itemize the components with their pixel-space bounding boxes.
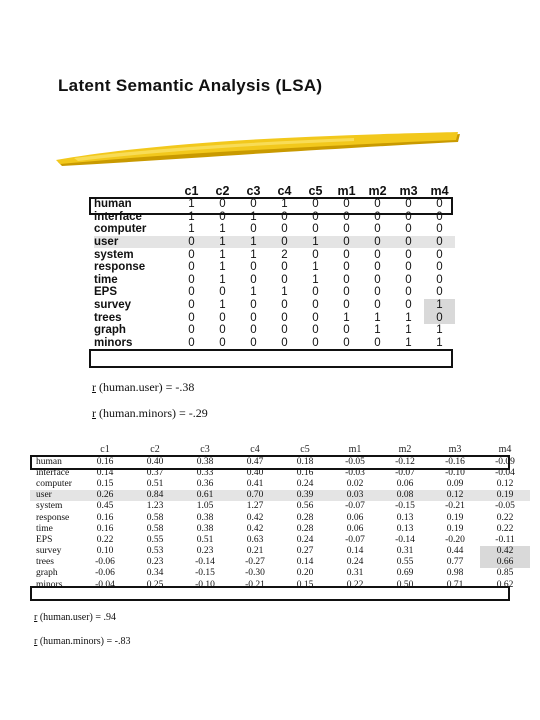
matrix-cell: 0 xyxy=(343,198,350,211)
matrix-cell: -0.16 xyxy=(445,456,465,467)
matrix-cell: -0.14 xyxy=(195,557,215,568)
row-term-label: system xyxy=(36,501,63,512)
row-term-label: minors xyxy=(36,579,63,590)
matrix-row-graph xyxy=(30,568,530,579)
matrix-cell: 0.41 xyxy=(246,478,264,489)
matrix-cell: 0.19 xyxy=(446,523,464,534)
matrix-cell: 1 xyxy=(405,324,412,337)
matrix-cell: 0.31 xyxy=(346,568,364,579)
page-title: Latent Semantic Analysis (LSA) xyxy=(58,76,323,95)
matrix-cell: 0.24 xyxy=(346,557,364,568)
matrix-cell: 0.77 xyxy=(446,557,464,568)
matrix-cell: 0 xyxy=(219,324,226,337)
matrix-cell: 1 xyxy=(281,198,288,211)
matrix-cell: 0 xyxy=(219,311,226,324)
matrix-cell: 0 xyxy=(188,248,195,261)
matrix-cell: 0 xyxy=(188,336,195,349)
matrix-cell: 0.24 xyxy=(296,478,314,489)
column-header: m1 xyxy=(348,444,362,455)
matrix-cell: 0 xyxy=(312,311,319,324)
matrix-cell: 0.55 xyxy=(396,557,414,568)
matrix-cell: 0 xyxy=(374,299,381,312)
matrix-cell: -0.21 xyxy=(445,501,465,512)
matrix-cell: 0.19 xyxy=(446,512,464,523)
row-term-label: computer xyxy=(36,478,72,489)
matrix-cell: 0 xyxy=(312,198,319,211)
matrix-cell: -0.10 xyxy=(195,579,215,590)
matrix-cell: 0.40 xyxy=(246,467,264,478)
matrix-cell: 0 xyxy=(343,324,350,337)
matrix-cell: 1 xyxy=(238,236,269,249)
matrix-cell: 0 xyxy=(219,336,226,349)
matrix-cell: 0 xyxy=(281,223,288,236)
matrix-cell: 0.63 xyxy=(246,534,264,545)
raw-correlation-human-user: r (human.user) = -.38 xyxy=(92,380,195,394)
matrix-cell: 0 xyxy=(436,210,443,223)
matrix-row-trees xyxy=(30,557,530,568)
column-header: c1 xyxy=(184,184,199,198)
matrix-cell: 1 xyxy=(188,223,195,236)
matrix-cell: 0 xyxy=(250,336,257,349)
matrix-cell: 1 xyxy=(312,261,319,274)
matrix-cell: 0.38 xyxy=(196,523,214,534)
matrix-cell: 1 xyxy=(374,324,381,337)
matrix-cell: 0 xyxy=(405,210,412,223)
matrix-cell: 0.36 xyxy=(196,478,214,489)
matrix-cell: 0 xyxy=(281,210,288,223)
matrix-cell: 0.66 xyxy=(480,557,530,568)
row-term-label: response xyxy=(94,261,146,274)
matrix-cell: 0.26 xyxy=(80,490,130,501)
matrix-cell: 0 xyxy=(374,248,381,261)
matrix-cell: 0.51 xyxy=(196,534,214,545)
matrix-cell: 0 xyxy=(188,299,195,312)
matrix-row-minors xyxy=(94,337,455,350)
matrix-cell: -0.10 xyxy=(445,467,465,478)
matrix-cell: 0 xyxy=(219,286,226,299)
matrix-cell: -0.04 xyxy=(95,579,115,590)
matrix-cell: -0.06 xyxy=(95,557,115,568)
matrix-cell: 0.23 xyxy=(196,546,214,557)
matrix-cell: 0 xyxy=(343,261,350,274)
column-header: c3 xyxy=(200,444,210,455)
matrix-row-eps xyxy=(94,286,455,299)
matrix-cell: 0 xyxy=(343,336,350,349)
matrix-cell: -0.05 xyxy=(495,501,515,512)
matrix-cell: 0 xyxy=(374,210,381,223)
matrix-cell: 0.15 xyxy=(296,579,314,590)
matrix-row-system xyxy=(30,501,530,512)
matrix-cell: -0.27 xyxy=(245,557,265,568)
matrix-cell: 0 xyxy=(281,324,288,337)
row-term-label: user xyxy=(30,490,80,501)
matrix-cell: 0 xyxy=(405,248,412,261)
row-term-label: user xyxy=(94,236,176,249)
matrix-cell: 0 xyxy=(188,324,195,337)
matrix-cell: 0.61 xyxy=(180,490,230,501)
highlighter-swoosh xyxy=(54,132,464,168)
matrix-cell: 1 xyxy=(250,248,257,261)
matrix-cell: 0.71 xyxy=(446,579,464,590)
matrix-cell: 0.85 xyxy=(496,568,514,579)
column-header: c4 xyxy=(277,184,292,198)
matrix-row-response xyxy=(94,261,455,274)
matrix-cell: 1 xyxy=(219,261,226,274)
column-header: m3 xyxy=(399,184,418,198)
column-header: c3 xyxy=(246,184,261,198)
matrix-cell: 0.69 xyxy=(396,568,414,579)
row-term-label: human xyxy=(94,198,132,211)
matrix-cell: 1.27 xyxy=(246,501,264,512)
matrix-cell: 0 xyxy=(343,248,350,261)
row-term-label: trees xyxy=(94,311,122,324)
matrix-cell: -0.30 xyxy=(245,568,265,579)
matrix-cell: 0.10 xyxy=(96,546,114,557)
matrix-cell: 0.33 xyxy=(196,467,214,478)
matrix-cell: 0 xyxy=(250,198,257,211)
matrix-cell: 0.47 xyxy=(246,456,264,467)
matrix-cell: -0.05 xyxy=(345,456,365,467)
matrix-cell: 0.15 xyxy=(96,478,114,489)
matrix-cell: 0 xyxy=(219,210,226,223)
matrix-cell: 0.38 xyxy=(196,512,214,523)
matrix-cell: 0 xyxy=(312,210,319,223)
matrix-cell: 0 xyxy=(424,311,455,324)
matrix-cell: 0.16 xyxy=(96,456,114,467)
matrix-row-eps xyxy=(30,534,530,545)
matrix-cell: -0.04 xyxy=(495,467,515,478)
matrix-row-survey xyxy=(30,546,530,557)
matrix-cell: 1 xyxy=(405,336,412,349)
matrix-cell: 1 xyxy=(374,311,381,324)
matrix-cell: 0.06 xyxy=(396,478,414,489)
row-term-label: human xyxy=(36,456,62,467)
term-document-matrix xyxy=(94,184,455,349)
matrix-cell: 1 xyxy=(250,210,257,223)
matrix-cell: 0.13 xyxy=(396,512,414,523)
matrix-cell: 0 xyxy=(374,261,381,274)
matrix-cell: 0 xyxy=(250,261,257,274)
matrix-cell: 0.28 xyxy=(296,512,314,523)
matrix-cell: 0 xyxy=(250,299,257,312)
matrix-cell: 0 xyxy=(250,273,257,286)
matrix-cell: 0 xyxy=(188,273,195,286)
matrix-cell: 0 xyxy=(405,286,412,299)
row-term-label: graph xyxy=(36,568,58,579)
row-term-label: computer xyxy=(94,223,147,236)
matrix-cell: 0.14 xyxy=(96,467,114,478)
matrix-cell: 1 xyxy=(219,273,226,286)
matrix-row-human xyxy=(30,456,530,467)
matrix-cell: 0.02 xyxy=(346,478,364,489)
matrix-cell: 0.19 xyxy=(480,490,530,501)
matrix-cell: 0.14 xyxy=(296,557,314,568)
matrix-cell: 0 xyxy=(436,223,443,236)
matrix-cell: 0 xyxy=(343,299,350,312)
matrix-cell: 0 xyxy=(343,210,350,223)
matrix-cell: 0.22 xyxy=(346,579,364,590)
matrix-cell: 1 xyxy=(343,311,350,324)
matrix-cell: 0.06 xyxy=(346,523,364,534)
matrix-cell: 0.55 xyxy=(146,534,164,545)
matrix-cell: 0 xyxy=(188,261,195,274)
row-term-label: time xyxy=(94,273,118,286)
matrix-cell: 0.98 xyxy=(446,568,464,579)
matrix-cell: 1 xyxy=(312,273,319,286)
matrix-cell: 0.22 xyxy=(96,534,114,545)
matrix-cell: 1 xyxy=(219,248,226,261)
matrix-cell: 0 xyxy=(436,286,443,299)
matrix-cell: -0.06 xyxy=(95,568,115,579)
row-term-label: EPS xyxy=(36,534,53,545)
matrix-cell: 0.42 xyxy=(246,512,264,523)
matrix-cell: 0 xyxy=(281,261,288,274)
matrix-cell: 0.08 xyxy=(380,490,430,501)
matrix-row-time xyxy=(94,274,455,287)
matrix-cell: 0.37 xyxy=(146,467,164,478)
lsa-correlation-human-user: r (human.user) = .94 xyxy=(34,612,117,623)
matrix-cell: 0 xyxy=(405,223,412,236)
matrix-cell: 0 xyxy=(312,299,319,312)
matrix-cell: -0.21 xyxy=(245,579,265,590)
matrix-cell: 0.24 xyxy=(296,534,314,545)
column-header: m4 xyxy=(498,444,512,455)
matrix-cell: -0.11 xyxy=(495,534,515,545)
matrix-row-computer xyxy=(94,223,455,236)
matrix-cell: 1 xyxy=(424,299,455,312)
matrix-cell: -0.14 xyxy=(395,534,415,545)
matrix-cell: -0.09 xyxy=(495,456,515,467)
column-header-row xyxy=(94,184,455,198)
column-header: m2 xyxy=(398,444,412,455)
matrix-cell: 1.05 xyxy=(196,501,214,512)
matrix-cell: 0 xyxy=(250,324,257,337)
matrix-cell: 0 xyxy=(188,286,195,299)
matrix-cell: 0 xyxy=(312,286,319,299)
column-header: m1 xyxy=(337,184,356,198)
matrix-cell: 0 xyxy=(343,286,350,299)
matrix-cell: 0 xyxy=(374,273,381,286)
matrix-cell: 0.42 xyxy=(480,546,530,557)
matrix-cell: 0.13 xyxy=(396,523,414,534)
column-header: m4 xyxy=(430,184,449,198)
matrix-cell: 0 xyxy=(281,299,288,312)
matrix-cell: 0 xyxy=(269,236,300,249)
matrix-cell: 0.16 xyxy=(296,467,314,478)
matrix-cell: 0 xyxy=(405,198,412,211)
matrix-cell: 0.22 xyxy=(496,523,514,534)
matrix-cell: 0 xyxy=(374,223,381,236)
matrix-cell: -0.12 xyxy=(395,456,415,467)
matrix-cell: 0.28 xyxy=(296,523,314,534)
matrix-cell: 0.20 xyxy=(296,568,314,579)
matrix-cell: 0 xyxy=(219,198,226,211)
header-corner xyxy=(94,184,176,198)
matrix-cell: 0 xyxy=(176,236,207,249)
matrix-cell: 0 xyxy=(281,311,288,324)
matrix-cell: -0.15 xyxy=(395,501,415,512)
matrix-cell: 0.18 xyxy=(296,456,314,467)
matrix-cell: 0 xyxy=(436,248,443,261)
matrix-cell: 0 xyxy=(312,223,319,236)
matrix-cell: 0.03 xyxy=(330,490,380,501)
column-header: m2 xyxy=(368,184,387,198)
matrix-row-response xyxy=(30,512,530,523)
matrix-cell: 0 xyxy=(312,336,319,349)
row-term-label: time xyxy=(36,523,53,534)
matrix-cell: 0 xyxy=(436,261,443,274)
matrix-cell: 0.22 xyxy=(496,512,514,523)
row-term-label: survey xyxy=(94,299,132,312)
matrix-row-interface xyxy=(30,467,530,478)
matrix-cell: 1 xyxy=(219,223,226,236)
matrix-cell: 0.25 xyxy=(146,579,164,590)
matrix-cell: 1 xyxy=(405,311,412,324)
matrix-cell: 0 xyxy=(250,311,257,324)
matrix-cell: 0 xyxy=(405,273,412,286)
matrix-cell: 0.70 xyxy=(230,490,280,501)
matrix-cell: 2 xyxy=(281,248,288,261)
row-term-label: graph xyxy=(94,324,126,337)
row-term-label: trees xyxy=(36,557,54,568)
matrix-row-user xyxy=(30,490,530,501)
matrix-cell: 0.50 xyxy=(396,579,414,590)
matrix-cell: 0 xyxy=(424,236,455,249)
matrix-cell: -0.07 xyxy=(345,534,365,545)
matrix-cell: 0.09 xyxy=(446,478,464,489)
matrix-cell: 1 xyxy=(188,198,195,211)
matrix-cell: 0.84 xyxy=(130,490,180,501)
matrix-cell: 0 xyxy=(405,261,412,274)
matrix-cell: -0.07 xyxy=(345,501,365,512)
matrix-cell: 1 xyxy=(250,286,257,299)
row-term-label: EPS xyxy=(94,286,118,299)
header-corner xyxy=(30,443,80,456)
matrix-cell: 0 xyxy=(312,324,319,337)
matrix-cell: 0 xyxy=(281,273,288,286)
matrix-cell: 0.16 xyxy=(96,523,114,534)
matrix-cell: 0 xyxy=(312,248,319,261)
lsa-reconstructed-matrix xyxy=(30,443,530,590)
matrix-cell: -0.15 xyxy=(195,568,215,579)
column-header: c4 xyxy=(250,444,260,455)
matrix-cell: 0 xyxy=(343,223,350,236)
column-header: c5 xyxy=(308,184,323,198)
row-term-label: system xyxy=(94,248,134,261)
row-term-label: minors xyxy=(94,336,133,349)
column-header: c5 xyxy=(300,444,310,455)
matrix-cell: 0 xyxy=(343,273,350,286)
matrix-cell: 0 xyxy=(281,336,288,349)
matrix-cell: 0.23 xyxy=(146,557,164,568)
row-term-label: interface xyxy=(94,210,142,223)
matrix-cell: 0 xyxy=(374,336,381,349)
matrix-cell: 0 xyxy=(436,273,443,286)
matrix-cell: -0.03 xyxy=(345,467,365,478)
matrix-row-human xyxy=(94,198,455,211)
matrix-cell: -0.07 xyxy=(395,467,415,478)
matrix-cell: 1.23 xyxy=(146,501,164,512)
matrix-cell: 0.21 xyxy=(246,546,264,557)
row-term-label: survey xyxy=(36,546,62,557)
matrix-cell: 0.06 xyxy=(346,512,364,523)
matrix-cell: 1 xyxy=(436,336,443,349)
matrix-row-user xyxy=(94,236,455,249)
matrix-row-time xyxy=(30,523,530,534)
matrix-row-trees xyxy=(94,311,455,324)
matrix-cell: 0.14 xyxy=(346,546,364,557)
matrix-cell: 0.12 xyxy=(496,478,514,489)
matrix-cell: 0.51 xyxy=(146,478,164,489)
matrix-row-interface xyxy=(94,211,455,224)
column-header: c1 xyxy=(100,444,110,455)
matrix-cell: 0.31 xyxy=(396,546,414,557)
matrix-cell: 1 xyxy=(281,286,288,299)
matrix-cell: 0 xyxy=(405,299,412,312)
matrix-cell: 0.53 xyxy=(146,546,164,557)
matrix-cell: 0.38 xyxy=(196,456,214,467)
matrix-cell: 1 xyxy=(300,236,331,249)
matrix-cell: 0.12 xyxy=(430,490,480,501)
matrix-cell: 0.34 xyxy=(146,568,164,579)
column-header: c2 xyxy=(215,184,230,198)
matrix-row-graph xyxy=(94,324,455,337)
matrix-cell: 0.39 xyxy=(280,490,330,501)
matrix-cell: 0 xyxy=(331,236,362,249)
matrix-cell: 0 xyxy=(374,198,381,211)
matrix-cell: 0.16 xyxy=(96,512,114,523)
matrix-row-computer xyxy=(30,478,530,489)
matrix-row-minors xyxy=(30,579,530,590)
matrix-cell: -0.20 xyxy=(445,534,465,545)
matrix-row-survey xyxy=(94,299,455,312)
matrix-cell: 0 xyxy=(393,236,424,249)
row-term-label: interface xyxy=(36,467,70,478)
matrix-cell: 0.40 xyxy=(146,456,164,467)
matrix-cell: 0.42 xyxy=(246,523,264,534)
raw-correlation-human-minors: r (human.minors) = -.29 xyxy=(92,406,208,420)
column-header: c2 xyxy=(150,444,160,455)
matrix-cell: 1 xyxy=(207,236,238,249)
matrix-cell: 0.44 xyxy=(446,546,464,557)
matrix-cell: 0.58 xyxy=(146,512,164,523)
matrix-cell: 0 xyxy=(436,198,443,211)
matrix-cell: 0 xyxy=(374,286,381,299)
column-header: m3 xyxy=(448,444,462,455)
matrix-cell: 0 xyxy=(188,311,195,324)
column-header-row xyxy=(30,443,530,456)
minors-row-frame xyxy=(89,349,453,368)
matrix-cell: 1 xyxy=(436,324,443,337)
matrix-cell: 0.62 xyxy=(496,579,514,590)
matrix-cell: 0 xyxy=(250,223,257,236)
matrix-cell: 0.45 xyxy=(96,501,114,512)
lsa-correlation-human-minors: r (human.minors) = -.83 xyxy=(34,636,131,647)
matrix-cell: 1 xyxy=(188,210,195,223)
matrix-cell: 0.56 xyxy=(296,501,314,512)
matrix-cell: 0.27 xyxy=(296,546,314,557)
matrix-cell: 0 xyxy=(362,236,393,249)
row-term-label: response xyxy=(36,512,70,523)
matrix-row-system xyxy=(94,248,455,261)
matrix-cell: 0.58 xyxy=(146,523,164,534)
matrix-cell: 1 xyxy=(219,299,226,312)
